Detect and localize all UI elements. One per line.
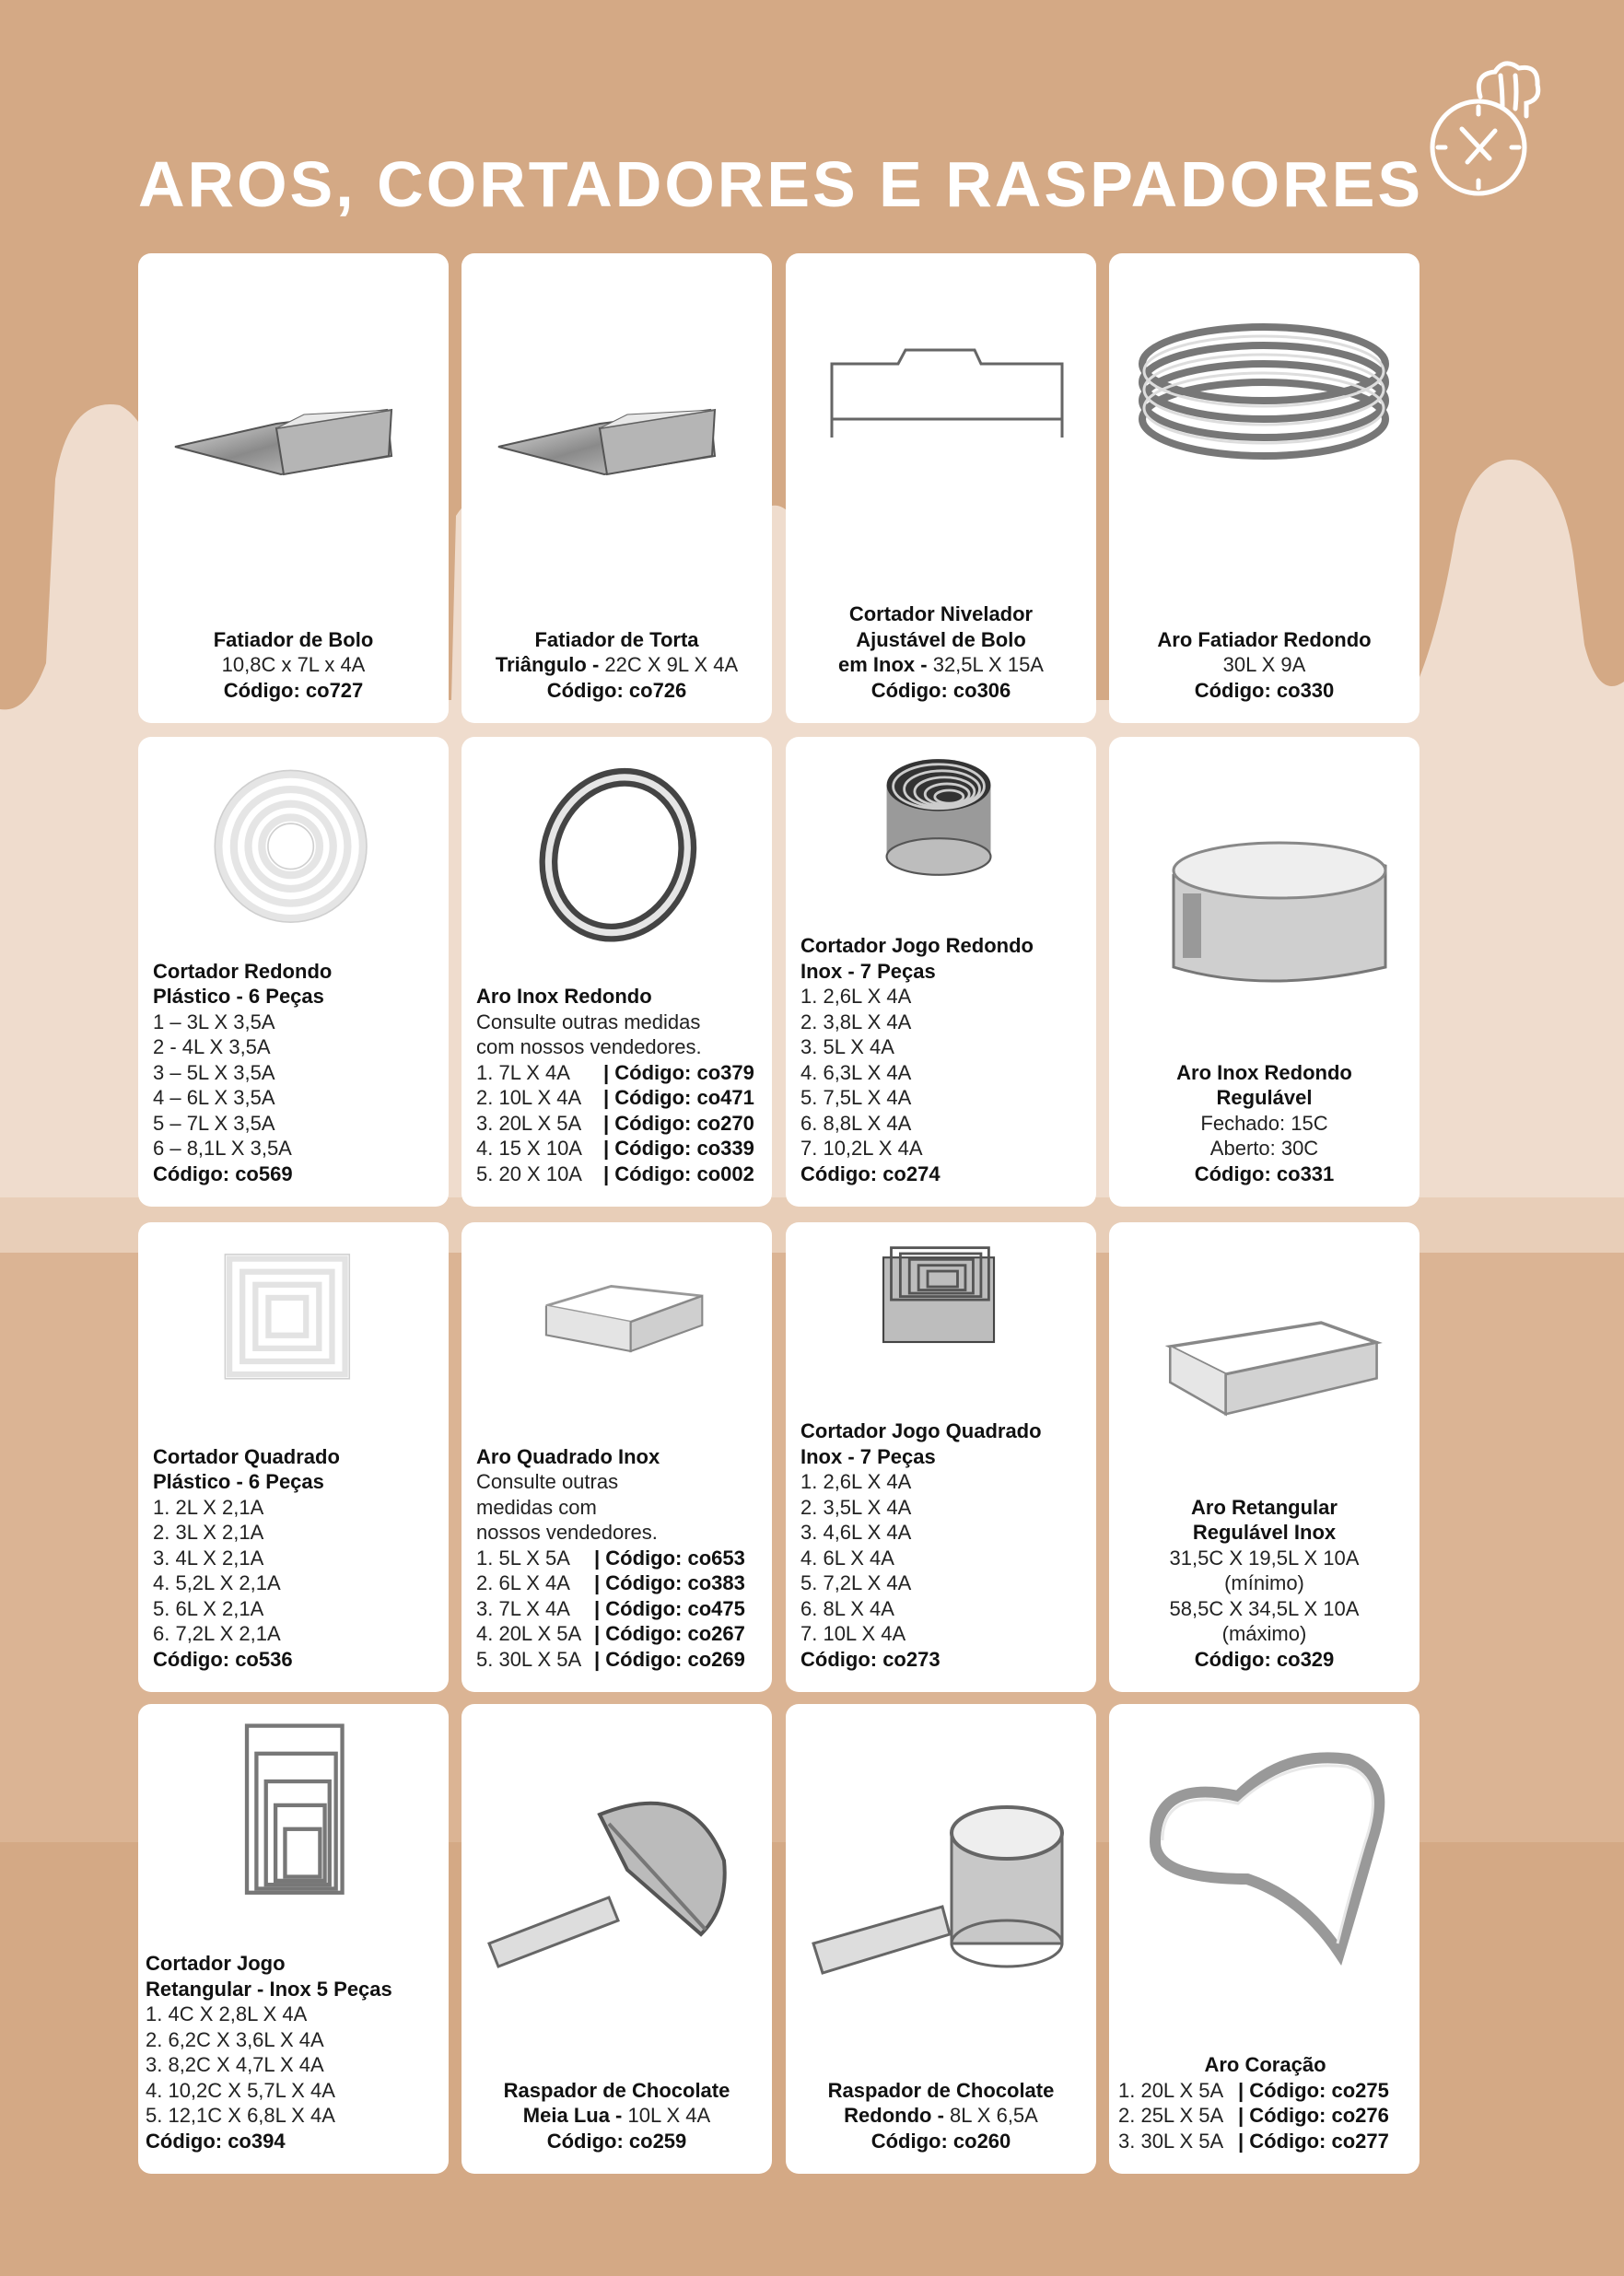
product-card-jogo-redondo[interactable] (786, 737, 1096, 1207)
product-text: Aro Coração 1. 20L X 5A | Código: co275 2. 25L X 5A | Código: co276 3. 30L X 5A | Código: co277 (1118, 2053, 1389, 2153)
product-text: Cortador Jogo Quadrado Inox - 7 Peças 1. 2,6L X 4A 2. 3,5L X 4A 3. 4,6L X 4A 4. 6L X 4A 5. 7,2L X 4A 6. 8L X 4A 7. 10L X 4A Código: co273 (800, 1419, 1042, 1671)
product-text: Aro Inox Redondo Consulte outras medidas com nossos vendedores. 1. 7L X 4A | Código: co379 2. 10L X 4A | Código: co471 3. 20L X 5A | Código: co270 4. 15 X 10A | Código: co339 5. 20 X 10A | Código: co002 (476, 985, 754, 1185)
chef-hat-clock-icon (1423, 55, 1548, 203)
layered-ring-icon (1118, 272, 1410, 507)
product-text: Cortador Redondo Plástico - 6 Peças 1 – 3L X 3,5A 2 - 4L X 3,5A 3 – 5L X 3,5A 4 – 6L X 3,5A 5 – 7L X 3,5A 6 – 8,1L X 3,5A Código: co569 (153, 959, 333, 1185)
product-text: Raspador de Chocolate Meia Lua - 10L X 4A Código: co259 (503, 2078, 730, 2153)
product-card-aro-fatiador[interactable] (1109, 253, 1420, 723)
product-card-aro-quadrado[interactable] (461, 1222, 772, 1692)
product-text: Cortador Jogo Redondo Inox - 7 Peças 1. 2,6L X 4A 2. 3,8L X 4A 3. 5L X 4A 4. 6,3L X 4A 5. 7,5L X 4A 6. 8,8L X 4A 7. 10,2L X 4A Código: co274 (800, 934, 1034, 1185)
half-moon-scraper-icon (471, 1759, 763, 1994)
product-card-fatiador-torta[interactable] (461, 253, 772, 723)
nested-rectangle-cutters-icon (147, 1718, 439, 1920)
product-text: Cortador Jogo Retangular - Inox 5 Peças 1. 4C X 2,8L X 4A 2. 6,2C X 3,6L X 4A 3. 8,2C X 4,7L X 4A 4. 10,2C X 5,7L X 4A 5. 12,1C X 6,8L X 4A Código: co394 (146, 1952, 392, 2153)
product-card-cortador-nivelador[interactable] (786, 253, 1096, 723)
product-text: Aro Quadrado Inox Consulte outras medidas com nossos vendedores. 1. 5L X 5A | Código: co653 2. 6L X 4A | Código: co383 3. 7L X 4A | Código: co475 4. 20L X 5A | Código: co267 5. 30L X 5A | Código: co269 (476, 1444, 745, 1671)
wire-leveler-icon (795, 272, 1087, 507)
steel-ring-icon (471, 755, 763, 967)
heart-ring-icon (1118, 1741, 1410, 1976)
adjustable-ring-icon (1118, 792, 1410, 1027)
page-title: AROS, CORTADORES E RASPADORES (138, 148, 1424, 220)
product-text: Fatiador de Bolo 10,8C x 7L x 4A Código: co727 (213, 627, 374, 702)
product-card-aro-regulavel[interactable] (1109, 737, 1420, 1207)
product-text: Cortador Quadrado Plástico - 6 Peças 1. 2L X 2,1A 2. 3L X 2,1A 3. 4L X 2,1A 4. 5,2L X 2,1A 5. 6L X 2,1A 6. 7,2L X 2,1A Código: co536 (153, 1444, 340, 1671)
product-card-cortador-redondo-plastico[interactable] (138, 737, 449, 1207)
plastic-round-cutters-icon (147, 755, 439, 949)
round-scraper-icon (795, 1768, 1087, 2003)
plastic-square-cutters-icon (147, 1241, 439, 1425)
product-card-raspador-redondo[interactable] (786, 1704, 1096, 2174)
product-card-jogo-retangular[interactable] (138, 1704, 449, 2174)
product-card-aro-retangular[interactable] (1109, 1222, 1420, 1692)
product-card-cortador-quadrado-plastico[interactable] (138, 1222, 449, 1692)
product-text: Aro Fatiador Redondo 30L X 9A Código: co330 (1157, 627, 1372, 702)
product-card-aro-inox-redondo[interactable] (461, 737, 772, 1207)
rectangular-frame-icon (1118, 1259, 1410, 1462)
product-text: Cortador Nivelador Ajustável de Bolo em Inox - 32,5L X 15A Código: co306 (838, 602, 1044, 702)
product-card-aro-coracao[interactable] (1109, 1704, 1420, 2174)
triangle-slicer-icon (147, 272, 439, 507)
nested-square-cutters-icon (795, 1231, 1087, 1397)
triangle-slicer-icon (471, 272, 763, 507)
product-card-jogo-quadrado[interactable] (786, 1222, 1096, 1692)
product-card-fatiador-bolo[interactable] (138, 253, 449, 723)
nested-round-cutters-icon (795, 746, 1087, 912)
square-ring-icon (471, 1241, 763, 1406)
product-text: Raspador de Chocolate Redondo - 8L X 6,5A Código: co260 (827, 2078, 1055, 2153)
product-text: Fatiador de Torta Triângulo - 22C X 9L X 4A Código: co726 (495, 627, 739, 702)
product-card-raspador-meia-lua[interactable] (461, 1704, 772, 2174)
product-text: Aro Retangular Regulável Inox 31,5C X 19,5L X 10A (mínimo) 58,5C X 34,5L X 10A (máximo) Código: co329 (1169, 1495, 1360, 1671)
product-text: Aro Inox Redondo Regulável Fechado: 15C Aberto: 30C Código: co331 (1176, 1060, 1352, 1185)
